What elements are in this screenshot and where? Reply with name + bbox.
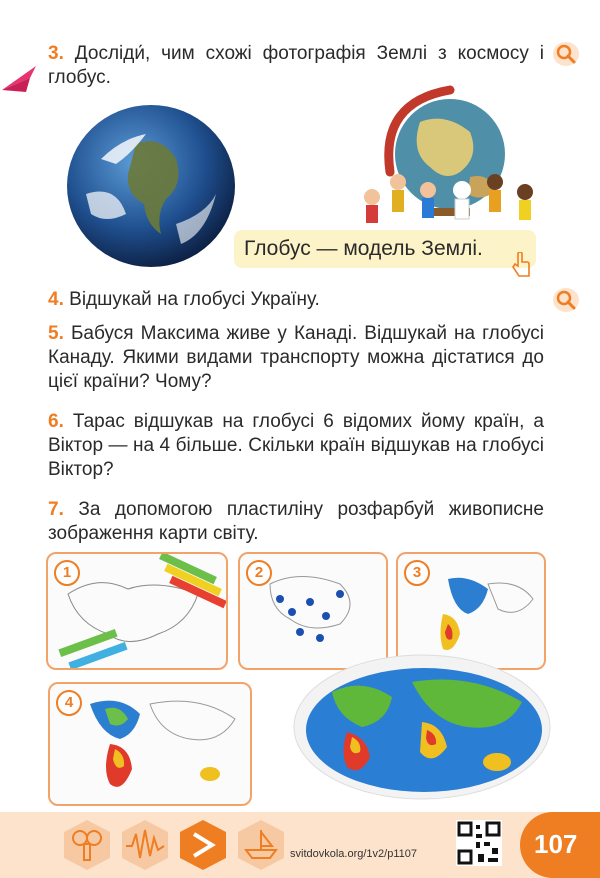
task-number: 3. [48, 43, 64, 64]
step-badge: 2 [246, 560, 272, 586]
task-text: Тарас відшукав на глобусі 6 відомих йому країн, а Віктор — на 4 більше. Скільки країн відшукав на глобусі Віктор? [48, 411, 544, 480]
mushroom-cloud-icon [60, 818, 114, 872]
task-6 [48, 410, 544, 482]
hand-pointer-icon [510, 252, 532, 278]
task-5 [48, 322, 544, 394]
step-badge: 3 [404, 560, 430, 586]
step-photo-1 [46, 552, 228, 670]
page-number-badge [520, 812, 600, 878]
task-number: 5. [48, 323, 64, 344]
task-text: Досліди́, чим схожі фотографія Землі з космосу і глобус. [48, 43, 544, 88]
earth-photo [66, 104, 236, 268]
task-number: 7. [48, 499, 64, 520]
waveform-icon [118, 818, 172, 872]
search-icon [552, 286, 580, 314]
footer-url[interactable]: svitdovkola.org/1v2/p1107 [290, 848, 417, 860]
task-4 [48, 288, 544, 312]
caption-text: Глобус — модель Землі. [244, 237, 483, 260]
caption-box [234, 230, 536, 268]
footer-bar [0, 812, 600, 878]
page-number: 107 [534, 829, 578, 859]
pointer-arrow-icon [0, 62, 40, 96]
task-text: Бабуся Максима живе у Канаді. Відшукай на глобусі Канаду. Якими видами транспорту можна дістатися до цієї країни? Чому? [48, 323, 545, 392]
boat-icon [234, 818, 288, 872]
step-photo-4 [48, 682, 252, 806]
search-icon [552, 40, 580, 68]
task-number: 6. [48, 411, 64, 432]
qr-code-icon[interactable] [456, 820, 502, 866]
task-text: Відшукай на глобусі Україну. [69, 289, 320, 310]
step-badge: 1 [54, 560, 80, 586]
task-text: За допомогою пластиліну розфарбуй живописне зображення карти світу. [48, 499, 544, 544]
plasticine-map-photo [292, 652, 552, 802]
task-number: 4. [48, 289, 64, 310]
task-7 [48, 498, 544, 546]
greater-than-icon [176, 818, 230, 872]
step-badge: 4 [56, 690, 82, 716]
globe-with-figures [350, 82, 550, 232]
